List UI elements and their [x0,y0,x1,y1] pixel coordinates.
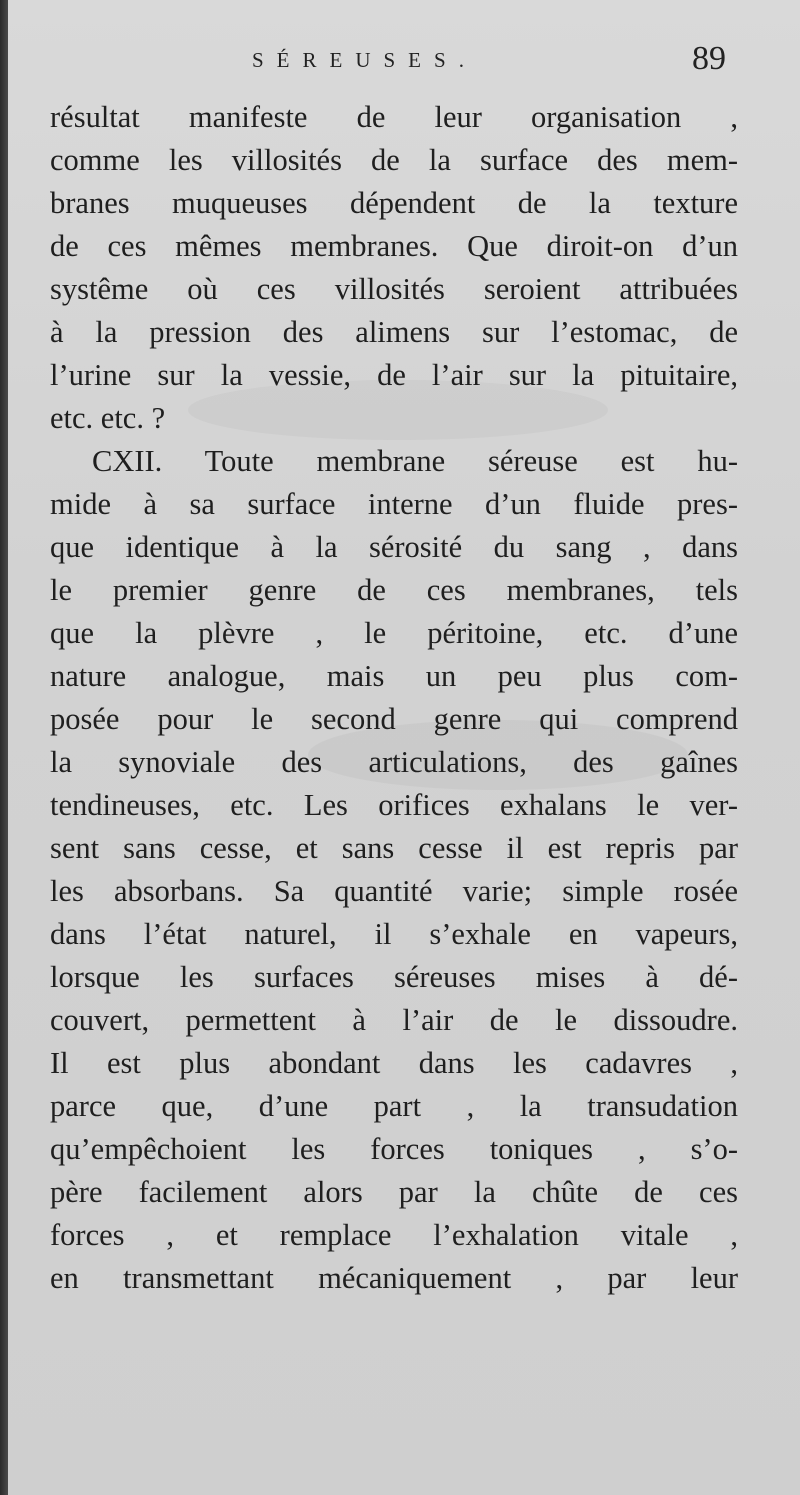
text-line: Il est plus abondant dans les cadavres , [50,1046,738,1080]
running-head: SÉREUSES. [252,48,477,72]
page-edge [0,0,8,1495]
text-line: branes muqueuses dépendent de la texture [50,186,738,220]
text-line: forces , et remplace l’exhalation vitale , [50,1218,738,1252]
text-line: parce que, d’une part , la transudation [50,1089,738,1123]
text-line: que la plèvre , le péritoine, etc. d’une [50,616,738,650]
page-number: 89 [692,40,726,77]
text-line: la synoviale des articulations, des gaînes [50,745,738,779]
text-line: les absorbans. Sa quantité varie; simple rosée [50,874,738,908]
text-line: que identique à la sérosité du sang , dans [50,530,738,564]
text-line: résultat manifeste de leur organisation , [50,100,738,134]
text-line: tendineuses, etc. Les orifices exhalans le ver- [50,788,738,822]
text-line: etc. etc. ? [50,401,166,435]
text-line: le premier genre de ces membranes, tels [50,573,738,607]
body-text [50,96,738,1300]
text-line: nature analogue, mais un peu plus com- [50,659,738,693]
text-line: à la pression des alimens sur l’estomac, de [50,315,738,349]
book-page [8,0,800,1495]
text-line: dans l’état naturel, il s’exhale en vapeurs, [50,917,738,951]
text-line: l’urine sur la vessie, de l’air sur la pituitaire, [50,358,738,392]
text-line: sent sans cesse, et sans cesse il est repris par [50,831,738,865]
text-line: systême où ces villosités seroient attribuées [50,272,738,306]
text-line: de ces mêmes membranes. Que diroit-on d’un [50,229,738,263]
text-line: qu’empêchoient les forces toniques , s’o- [50,1132,738,1166]
text-line: père facilement alors par la chûte de ces [50,1175,738,1209]
section-heading-line: CXII. Toute membrane séreuse est hu- [92,444,738,478]
text-line: posée pour le second genre qui comprend [50,702,738,736]
text-line: couvert, permettent à l’air de le dissoudre. [50,1003,738,1037]
text-line: mide à sa surface interne d’un fluide pres- [50,487,738,521]
text-line: comme les villosités de la surface des mem- [50,143,738,177]
text-line: en transmettant mécaniquement , par leur [50,1261,738,1295]
text-line: lorsque les surfaces séreuses mises à dé- [50,960,738,994]
